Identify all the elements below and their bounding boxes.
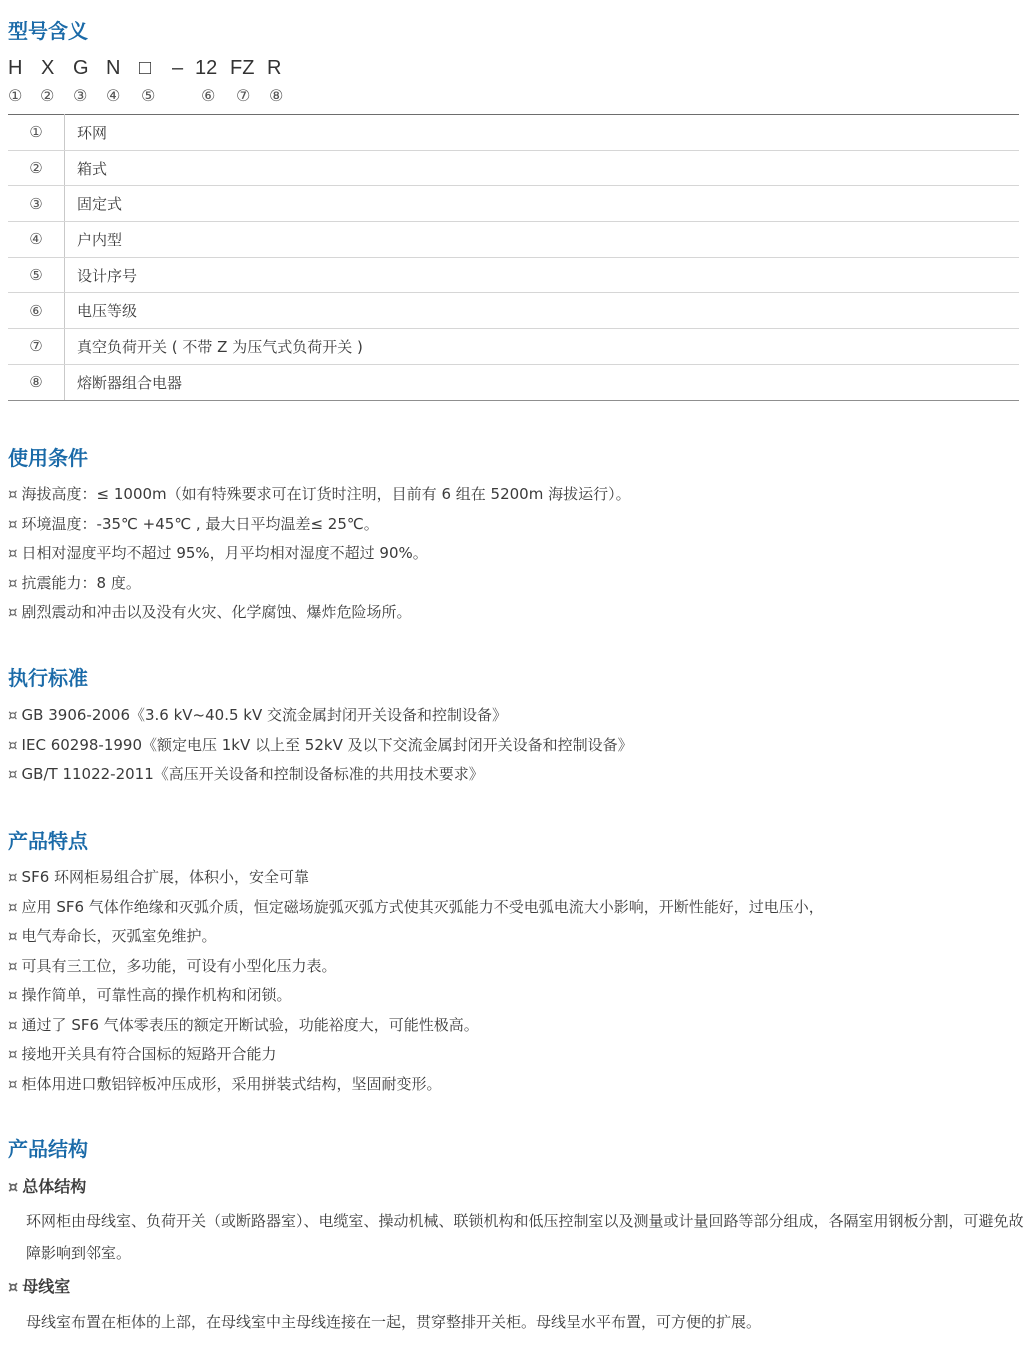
- bullet-icon: ¤: [8, 897, 18, 916]
- row-meaning: 设计序号: [65, 257, 1020, 293]
- row-number: ⑥: [8, 293, 65, 329]
- bullet-icon: ¤: [8, 986, 18, 1004]
- list-item-text: 剧烈震动和冲击以及没有火灾、化学腐蚀、爆炸危险场所。: [21, 603, 412, 621]
- list-item: [8, 480, 631, 510]
- bullet-icon: ¤: [8, 868, 18, 886]
- row-meaning: 真空负荷开关 ( 不带 Z 为压气式负荷开关 ): [65, 329, 1020, 365]
- table-row: [8, 329, 1019, 365]
- row-number: ②: [8, 150, 65, 186]
- bullet-icon: ¤: [8, 1177, 19, 1196]
- list-item: [8, 1070, 824, 1100]
- list-item: [8, 598, 631, 628]
- table-row: [8, 293, 1019, 329]
- subsection-paragraph: 环网柜由母线室、负荷开关（或断路器室）、电缆室、操动机械、联锁机构和低压控制室以及测量或计量回路等部分组成，各隔室用钢板分割，可避免故障影响到邻室。: [26, 1212, 1024, 1262]
- bullet-icon: ¤: [8, 514, 18, 533]
- bullet-icon: ¤: [8, 1277, 19, 1296]
- subsection-paragraph: 母线室布置在柜体的上部，在母线室中主母线连接在一起，贯穿整排开关柜。母线呈水平布置，可方便的扩展。: [26, 1313, 762, 1331]
- table-row: [8, 364, 1019, 400]
- row-meaning: 环网: [65, 115, 1020, 151]
- bullet-icon: ¤: [8, 544, 18, 562]
- row-meaning: 熔断器组合电器: [65, 364, 1020, 400]
- list-item: [8, 760, 633, 790]
- table-row: [8, 186, 1019, 222]
- model-char: FZ: [230, 57, 255, 79]
- row-meaning: 箱式: [65, 150, 1020, 186]
- list-item: [8, 952, 824, 982]
- model-char: R: [267, 57, 282, 79]
- row-number: ①: [8, 115, 65, 151]
- bullet-icon: ¤: [8, 603, 18, 621]
- model-num: ①: [8, 86, 23, 105]
- bullet-icon: ¤: [8, 765, 18, 783]
- list-item-text: SF6 环网柜易组合扩展，体积小，安全可靠: [21, 868, 310, 886]
- list-item: [8, 863, 824, 893]
- model-num: ③: [73, 86, 88, 105]
- features-heading: 产品特点: [8, 829, 88, 853]
- list-item: [8, 922, 824, 952]
- usage-conditions-list: [8, 480, 631, 628]
- bullet-icon: ¤: [8, 485, 18, 503]
- model-meaning-heading: 型号含义: [8, 19, 88, 43]
- list-item-text: 抗震能力：8 度。: [21, 573, 141, 592]
- model-num: ④: [106, 86, 121, 105]
- model-num: ②: [40, 86, 55, 105]
- list-item: [8, 701, 633, 731]
- list-item: [8, 1040, 824, 1070]
- subsection-heading: [8, 1176, 86, 1198]
- list-item-text: 可具有三工位，多功能，可设有小型化压力表。: [21, 956, 337, 975]
- list-item: [8, 539, 631, 569]
- standards-list: [8, 701, 633, 790]
- list-item-text: IEC 60298-1990《额定电压 1kV 以上至 52kV 及以下交流金属封闭开关设备和控制设备》: [21, 735, 633, 754]
- row-number: ⑦: [8, 329, 65, 365]
- list-item: [8, 981, 824, 1011]
- bullet-icon: ¤: [8, 735, 18, 754]
- table-row: [8, 115, 1019, 151]
- bullet-icon: ¤: [8, 956, 18, 975]
- bullet-icon: ¤: [8, 927, 18, 945]
- list-item: [8, 893, 824, 923]
- model-num: ⑥: [201, 86, 216, 105]
- list-item-text: 操作简单，可靠性高的操作机构和闭锁。: [21, 986, 292, 1004]
- bullet-icon: ¤: [8, 1074, 18, 1093]
- table-row: [8, 150, 1019, 186]
- model-char: G: [73, 57, 89, 79]
- model-char: H: [8, 57, 23, 79]
- bullet-icon: ¤: [8, 573, 18, 592]
- model-char: –: [172, 57, 184, 79]
- model-num: ⑦: [236, 86, 251, 105]
- bullet-icon: ¤: [8, 1045, 18, 1063]
- list-item: [8, 569, 631, 599]
- list-item: [8, 1011, 824, 1041]
- subsection-title: 母线室: [22, 1277, 71, 1296]
- usage-conditions-heading: 使用条件: [8, 446, 88, 470]
- list-item-text: 接地开关具有符合国标的短路开合能力: [21, 1045, 277, 1063]
- row-meaning: 固定式: [65, 186, 1020, 222]
- bullet-icon: ¤: [8, 706, 18, 724]
- model-num: ⑤: [141, 86, 156, 105]
- model-char: □: [139, 57, 152, 79]
- row-number: ③: [8, 186, 65, 222]
- table-row: [8, 257, 1019, 293]
- list-item: [8, 510, 631, 540]
- row-meaning: 电压等级: [65, 293, 1020, 329]
- model-meaning-table: [8, 114, 1019, 401]
- features-list: [8, 863, 824, 1099]
- list-item-text: GB 3906-2006《3.6 kV~40.5 kV 交流金属封闭开关设备和控制设备》: [21, 706, 508, 724]
- bullet-icon: ¤: [8, 1015, 18, 1034]
- model-char: X: [41, 57, 55, 79]
- row-number: ⑤: [8, 257, 65, 293]
- row-meaning: 户内型: [65, 222, 1020, 258]
- list-item-text: 柜体用进口敷铝锌板冲压成形，采用拼装式结构，坚固耐变形。: [21, 1074, 442, 1093]
- subsection-title: 总体结构: [22, 1177, 87, 1196]
- model-char: 12: [195, 57, 218, 79]
- row-number: ④: [8, 222, 65, 258]
- table-row: [8, 222, 1019, 258]
- structure-heading: 产品结构: [8, 1137, 88, 1161]
- list-item-text: 海拔高度：≤ 1000m（如有特殊要求可在订货时注明，目前有 6 组在 5200m 海拔运行）。: [21, 485, 631, 503]
- row-number: ⑧: [8, 364, 65, 400]
- list-item-text: GB/T 11022-2011《高压开关设备和控制设备标准的共用技术要求》: [21, 765, 484, 783]
- list-item-text: 电气寿命长，灭弧室免维护。: [21, 927, 217, 945]
- list-item-text: 日相对湿度平均不超过 95%，月平均相对湿度不超过 90%。: [21, 544, 428, 562]
- list-item-text: 环境温度：-35℃ +45℃ , 最大日平均温差≤ 25℃。: [21, 514, 379, 533]
- list-item: [8, 731, 633, 761]
- list-item-text: 通过了 SF6 气体零表压的额定开断试验，功能裕度大，可能性极高。: [21, 1015, 479, 1034]
- model-num: ⑧: [269, 86, 284, 105]
- model-char: N: [106, 57, 121, 79]
- list-item-text: 应用 SF6 气体作绝缘和灭弧介质，恒定磁场旋弧灭弧方式使其灭弧能力不受电弧电流大小影响，开断性能好，过电压小，: [21, 897, 824, 916]
- standards-heading: 执行标准: [8, 666, 88, 690]
- subsection-heading: [8, 1276, 70, 1298]
